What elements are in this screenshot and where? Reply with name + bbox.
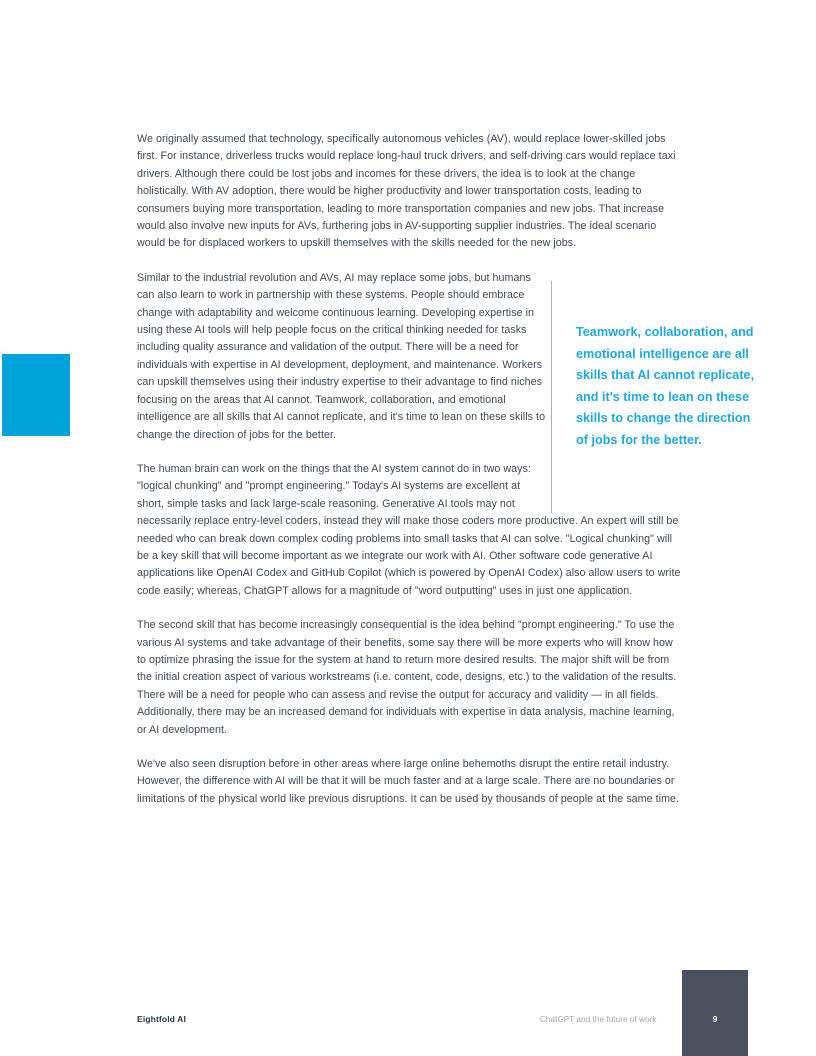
pullquote-vertical-rule bbox=[551, 281, 552, 513]
paragraph-intro-av: We originally assumed that technology, specifically autonomous vehicles (AV), would replace lower-skilled jobs first. For instance, driverless trucks would replace long-haul truck drivers, and self-driving cars would replace taxi drivers. Although there could be lost jobs and incomes for these drivers, the idea is to look at the change holistically. With AV adoption, there would be higher productivity and lower transportation costs, leading to consumers buying more transportation, leading to more transportation companies and new jobs. That increase would also involve new inputs for AVs, furthering jobs in AV-supporting supplier industries. The ideal scenario would be for displaced workers to upskill themselves with the skills needed for the new jobs. bbox=[137, 133, 676, 250]
paragraph-ai-partnership: Similar to the industrial revolution and AVs, AI may replace some jobs, but humans can also learn to work in partnership with these systems. People should embrace change with adaptability and welcome continuous learning. Developing expertise in using these AI tools will help people focus on the critical thinking needed for tasks including quality assurance and validation of the output. There will be a need for individuals with expertise in AI development, deployment, and maintenance. Workers can upskill themselves using their industry expertise to their advantage to find niches focusing on the areas that AI cannot. Teamwork, collaboration, and emotional intelligence are all skills that AI cannot replicate, and it's time to lean on these skills to change the direction of jobs for the better. bbox=[137, 271, 546, 441]
page-number-box bbox=[682, 970, 748, 1056]
page-footer bbox=[0, 1008, 816, 1038]
footer-document-title: ChatGPT and the future of work bbox=[540, 1015, 657, 1024]
page-number: 9 bbox=[712, 1014, 718, 1024]
paragraph-logical-chunking: The human brain can work on the things that the AI system cannot do in two ways: "logical chunking" and "prompt engineering." Today's AI systems are excellent at short, simple tasks and lack large-scale reasoning. Generative AI tools may not necessarily replace entry-level coders, instead they will make those coders more productive. An expert will still be needed who can break down complex coding problems into small tasks that AI can solve. "Logical chunking" will be a key skill that will become important as we integrate our work with AI. Other software code generative AI applications like OpenAI Codex and GitHub Copilot (which is powered by OpenAI Codex) also allow users to write code easily; whereas, ChatGPT allows for a magnitude of "word outputting" uses in just one application. bbox=[137, 462, 681, 597]
pullquote bbox=[551, 281, 755, 513]
accent-square-decoration bbox=[2, 354, 70, 436]
footer-brand-eightfold-ai: Eightfold AI bbox=[137, 1014, 186, 1024]
paragraph-prompt-engineering: The second skill that has become increasingly consequential is the idea behind "prompt engineering." To use the various AI systems and take advantage of their benefits, some say there will be more experts who will know how to optimize phrasing the issue for the system at hand to return more desired results. The major shift will be from the initial creation aspect of various workstreams (i.e. content, code, designs, etc.) to the validation of the results. There will be a need for people who can assess and revise the output for accuracy and validity — in all fields. Additionally, there may be an increased demand for individuals with expertise in data analysis, machine learning, or AI development. bbox=[137, 619, 677, 736]
paragraph-disruption: We've also seen disruption before in other areas where large online behemoths disrupt the entire retail industry. However, the difference with AI will be that it will be much faster and at a large scale. There are no boundaries or limitations of the physical world like previous disruptions. It can be used by thousands of people at the same time. bbox=[137, 758, 680, 805]
pullquote-text: Teamwork, collaboration, and emotional intelligence are all skills that AI cannot replicate, and it's time to lean on these skills to change the direction of jobs for the better. bbox=[576, 325, 755, 447]
